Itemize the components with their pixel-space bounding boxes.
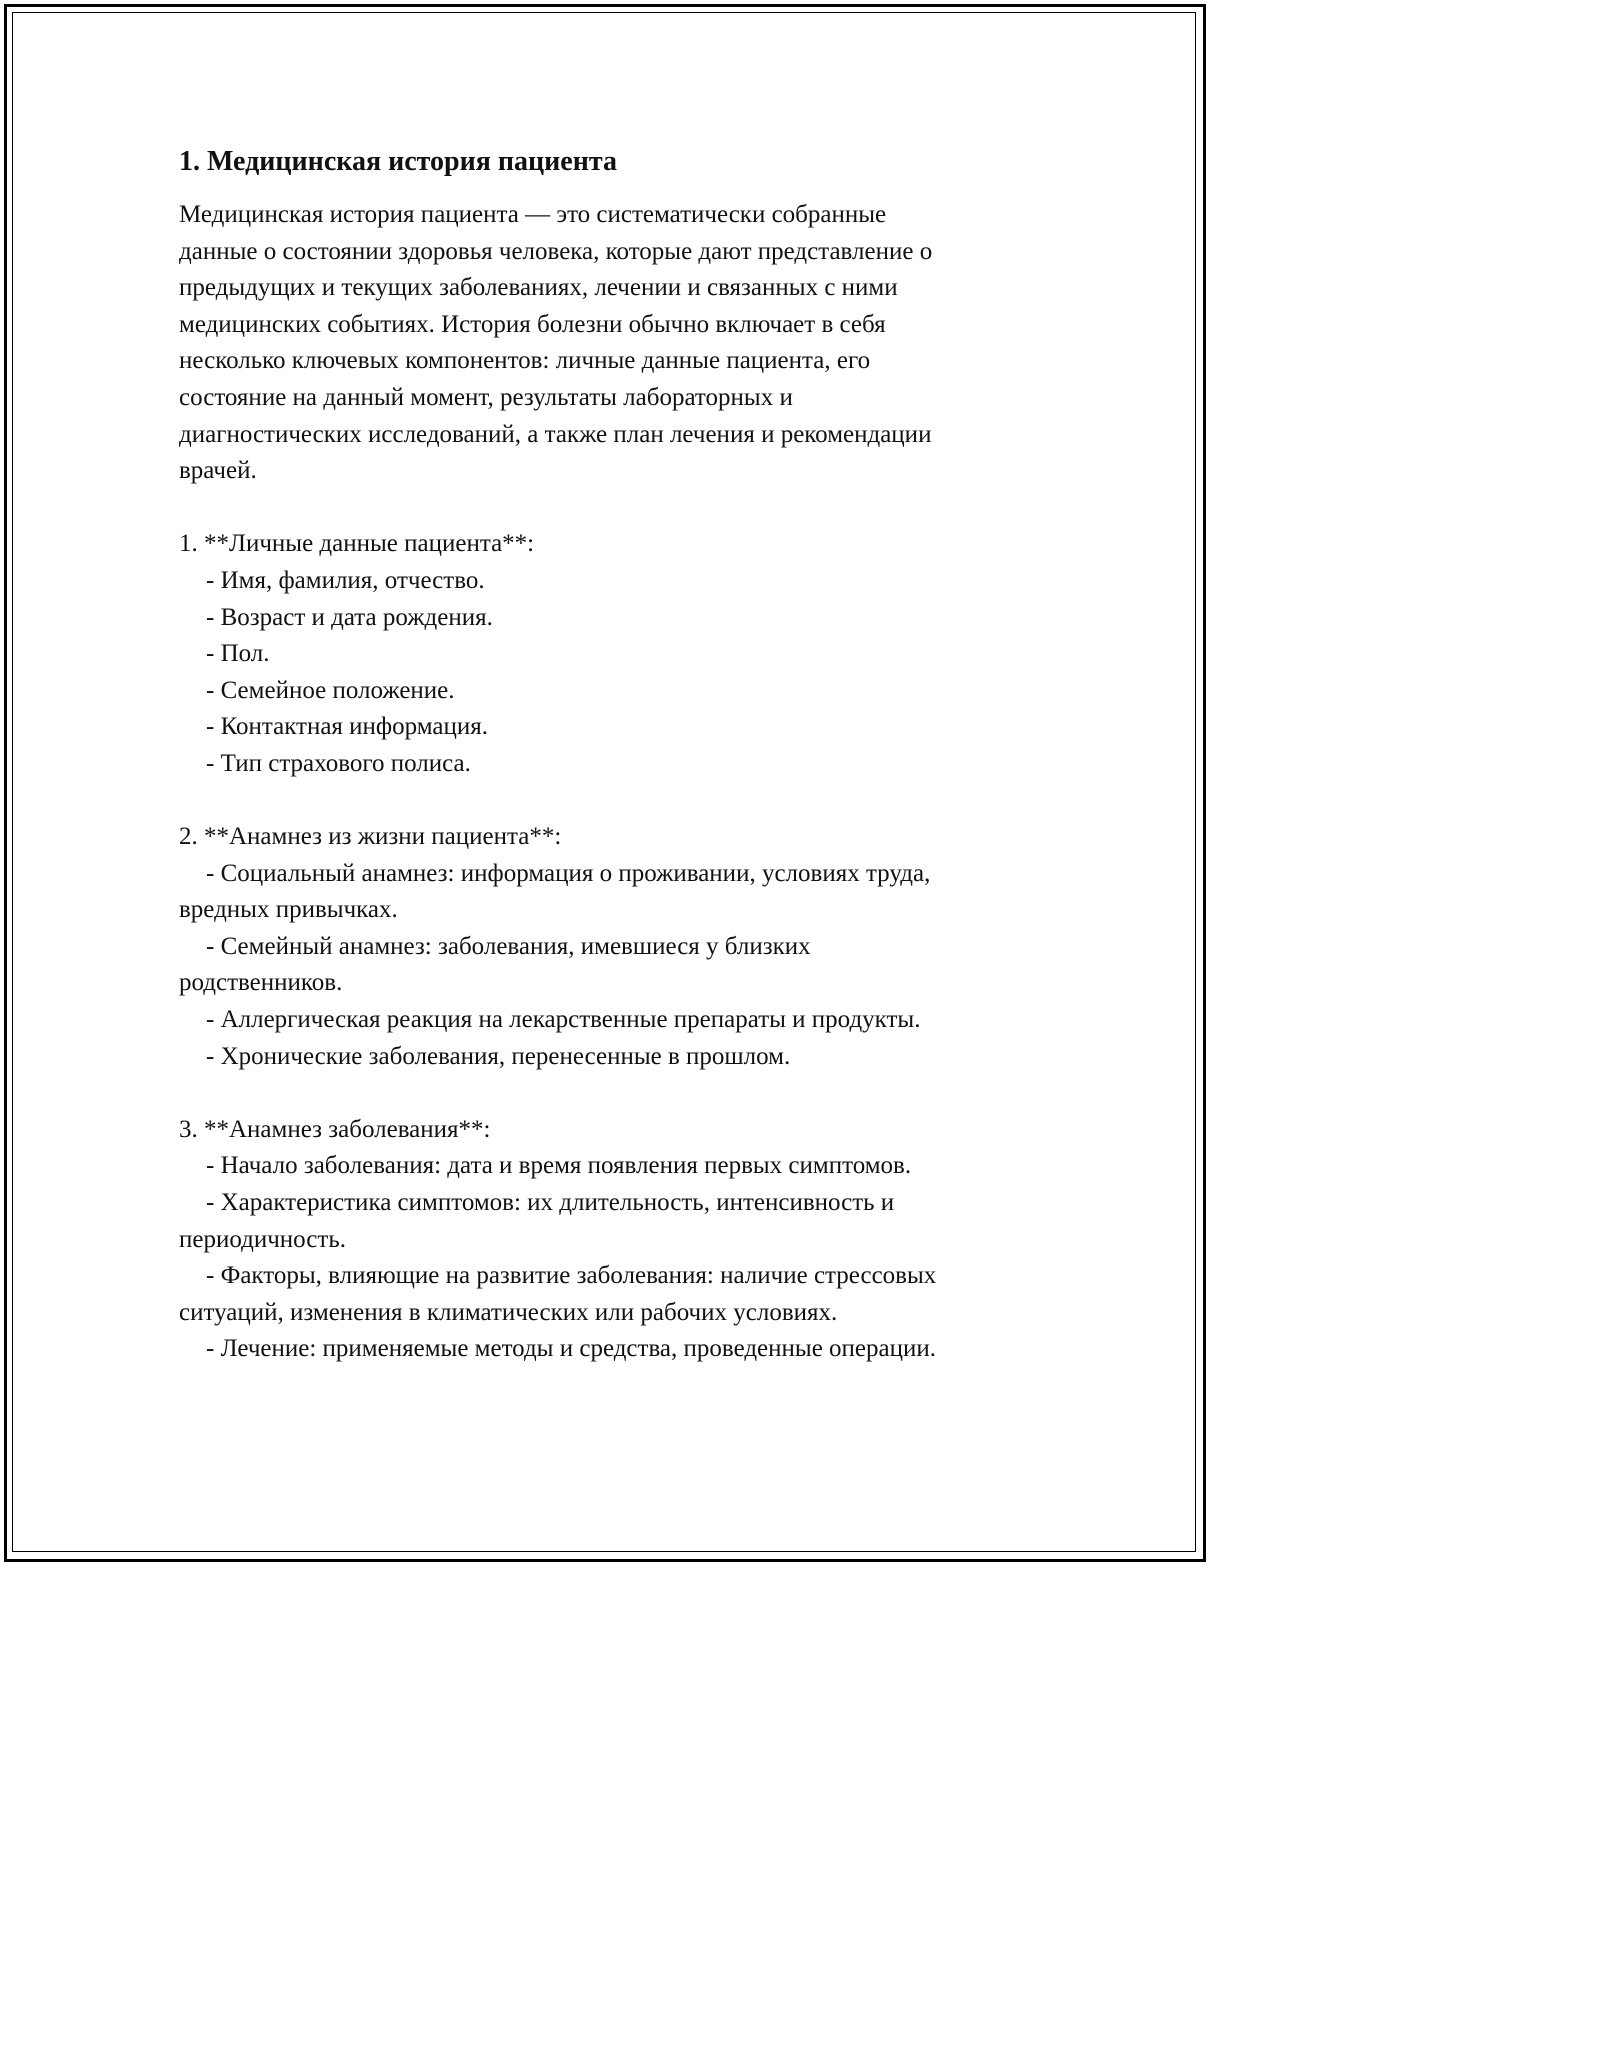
blank-line <box>179 783 1059 820</box>
intro-line: несколько ключевых компонентов: личные данные пациента, его <box>179 347 871 375</box>
intro-line: медицинских событиях. История болезни обычно включает в себя <box>179 310 886 338</box>
list-item: - Лечение: применяемые методы и средства, проведенные операции. <box>206 1335 937 1363</box>
list-section-personal-data <box>179 526 1059 782</box>
blank-line <box>179 490 1059 527</box>
list-item: - Аллергическая реакция на лекарственные препараты и продукты. <box>206 1006 921 1034</box>
list-section-title: 2. **Анамнез из жизни пациента**: <box>179 823 562 851</box>
intro-line: данные о состоянии здоровья человека, которые дают представление о <box>179 237 933 265</box>
document-body <box>179 140 1059 1368</box>
list-item: - Факторы, влияющие на развитие заболевания: наличие стрессовых <box>206 1262 937 1290</box>
list-section-title: 1. **Личные данные пациента**: <box>179 530 535 558</box>
blank-line <box>179 1075 1059 1112</box>
list-item: - Семейный анамнез: заболевания, имевшиеся у близких <box>206 932 811 960</box>
list-section-life-anamnesis <box>179 819 1059 1075</box>
intro-line: Медицинская история пациента — это систематически собранные <box>179 201 887 228</box>
list-item: - Пол. <box>206 640 270 668</box>
list-item: - Хронические заболевания, перенесенные в прошлом. <box>206 1042 791 1070</box>
list-section-title: 3. **Анамнез заболевания**: <box>179 1115 491 1143</box>
list-item: - Семейное положение. <box>206 676 455 704</box>
list-item-continuation: ситуаций, изменения в климатических или рабочих условиях. <box>179 1298 838 1326</box>
intro-line: диагностических исследований, а также план лечения и рекомендации <box>179 420 932 448</box>
intro-line: предыдущих и текущих заболеваниях, лечении и связанных с ними <box>179 274 898 302</box>
list-item: - Контактная информация. <box>206 713 489 741</box>
intro-line: состояние на данный момент, результаты лабораторных и <box>179 383 793 411</box>
list-item-continuation: периодичность. <box>179 1225 346 1253</box>
list-item: - Начало заболевания: дата и время появления первых симптомов. <box>206 1152 912 1180</box>
list-item: - Социальный анамнез: информация о проживании, условиях труда, <box>206 859 931 887</box>
list-item: - Возраст и дата рождения. <box>206 603 493 631</box>
section-heading: 1. Медицинская история пациента <box>179 146 617 177</box>
list-section-disease-anamnesis <box>179 1112 1059 1368</box>
list-item: - Имя, фамилия, отчество. <box>206 566 485 594</box>
list-item-continuation: вредных привычках. <box>179 896 398 924</box>
intro-line: врачей. <box>179 457 257 485</box>
list-item: - Тип страхового полиса. <box>206 749 471 777</box>
list-item-continuation: родственников. <box>179 969 343 997</box>
intro-paragraph <box>179 197 1059 490</box>
list-item: - Характеристика симптомов: их длительность, интенсивность и <box>206 1189 895 1217</box>
